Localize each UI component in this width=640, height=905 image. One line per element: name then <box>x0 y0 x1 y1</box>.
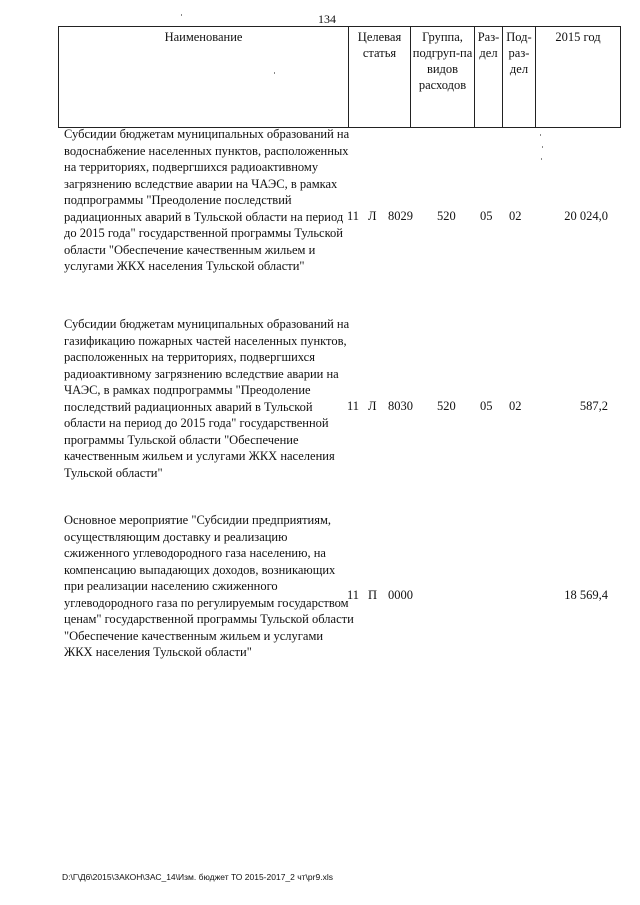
row-expense-group: 520 <box>437 209 456 223</box>
row-target-subprogram: Л <box>368 209 377 223</box>
header-target-article: Целевая статья <box>349 27 411 128</box>
header-section: Раз-дел <box>475 27 503 128</box>
row-name: Субсидии бюджетам муниципальных образований на газификацию пожарных частей населенных пунктов, расположенных на территориях, подвергшихся радиоактивному загрязнению вследствие аварии на ЧАЭС, в рамках подпрограммы "Преодоление последствий радиационных аварий в Тульской области на период до 2015 года" государственной программы Тульской области "Обеспечение качественным жильем и услугами ЖКХ населения Тульской области" <box>64 317 350 480</box>
row-amount: 18 569,4 <box>564 588 608 602</box>
row-target-program: 11 <box>347 399 360 413</box>
row-target-code: 8029 <box>388 209 413 223</box>
page-number: 134 <box>318 12 336 26</box>
row-name: Основное мероприятие "Субсидии предприятиям, осуществляющим доставку и реализацию сжиженного углеводородного газа населению, на компенсацию выпадающих доходов, возникающих при реализации населению сжиженного углеводородного газа по регулируемым государством ценам" государственной программы Тульской области "Обеспечение качественным жильем и услугами ЖКХ населения Тульской области" <box>64 513 354 659</box>
row-amount: 20 024,0 <box>564 209 608 223</box>
row-expense-group: 520 <box>437 399 456 413</box>
header-row <box>59 27 621 128</box>
scan-speck <box>181 14 182 16</box>
table-header <box>58 26 621 128</box>
row-target-program: 11 <box>347 588 360 602</box>
header-year-2015: 2015 год <box>536 27 621 128</box>
scan-speck <box>274 72 275 74</box>
scan-speck <box>540 134 541 136</box>
footer-file-path: D:\Г\Д6\2015\ЗАКОН\ЗАС_14\Изм. бюджет ТО 2015-2017_2 чт\pr9.xls <box>62 872 333 882</box>
row-amount: 587,2 <box>579 399 608 413</box>
row-target-subprogram: П <box>368 588 378 602</box>
header-subsection: Под-раз-дел <box>503 27 536 128</box>
header-name: Наименование <box>59 27 349 128</box>
header-expense-group: Группа, подгруп-па видов расходов <box>411 27 475 128</box>
row-section: 05 <box>480 209 493 223</box>
row-target-subprogram: Л <box>368 399 377 413</box>
row-target-code: 8030 <box>388 399 413 413</box>
row-target-code: 0000 <box>388 588 413 602</box>
scan-speck <box>541 158 542 160</box>
row-subsection: 02 <box>509 399 522 413</box>
row-section: 05 <box>480 399 493 413</box>
row-subsection: 02 <box>509 209 522 223</box>
row-name: Субсидии бюджетам муниципальных образований на водоснабжение населенных пунктов, расположенных на территориях, подвергшихся радиоактивному загрязнению вследствие аварии на ЧАЭС, в рамках подпрограммы "Преодоление последствий радиационных аварий в Тульской области на период до 2015 года" государственной программы Тульской области "Обеспечение качественным жильем и услугами ЖКХ населения Тульской области" <box>64 127 350 273</box>
scan-speck <box>542 146 543 148</box>
row-target-program: 11 <box>347 209 360 223</box>
